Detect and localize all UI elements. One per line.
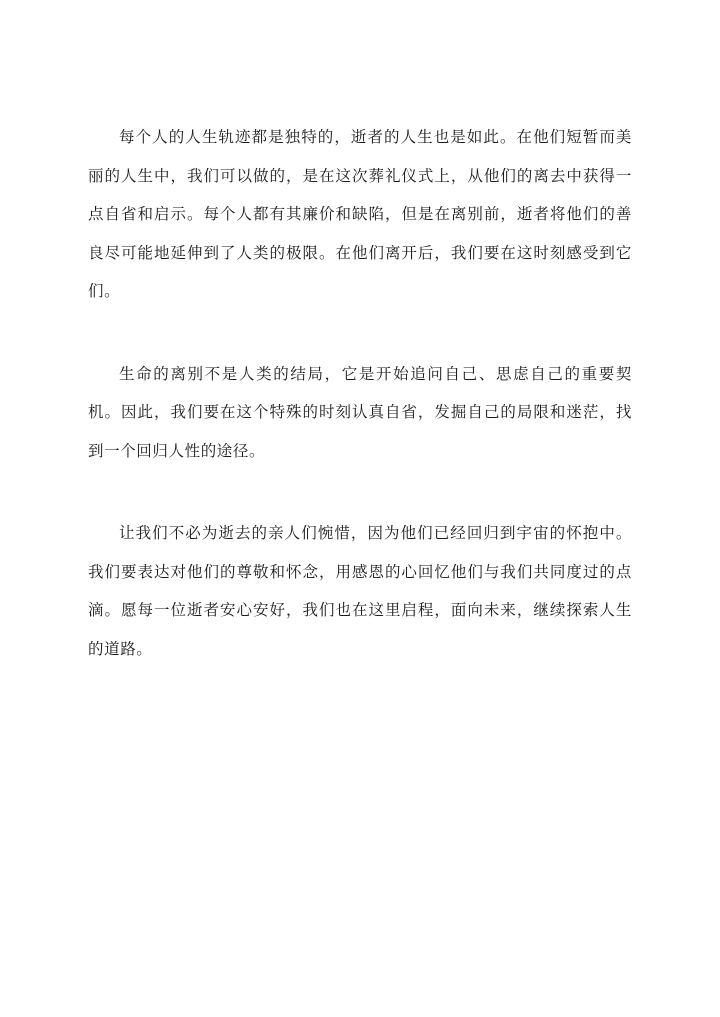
paragraph-1: 每个人的人生轨迹都是独特的，逝者的人生也是如此。在他们短暂而美丽的人生中，我们可以做的，是在这次葬礼仪式上，从他们的离去中获得一点自省和启示。每个人都有其廉价和缺陷，但是在离别前，逝者将他们的善良尽可能地延伸到了人类的极限。在他们离开后，我们要在这时刻感受到它们。 bbox=[88, 128, 632, 300]
document-body bbox=[88, 118, 632, 668]
paragraph-3: 让我们不必为逝去的亲人们惋惜，因为他们已经回归到宇宙的怀抱中。我们要表达对他们的尊敬和怀念，用感恩的心回忆他们与我们共同度过的点滴。愿每一位逝者安心安好，我们也在这里启程，面向未来，继续探索人生的道路。 bbox=[88, 524, 632, 658]
paragraph-2: 生命的离别不是人类的结局，它是开始追问自己、思虑自己的重要契机。因此，我们要在这个特殊的时刻认真自省，发掘自己的局限和迷茫，找到一个回归人性的途径。 bbox=[88, 364, 632, 460]
